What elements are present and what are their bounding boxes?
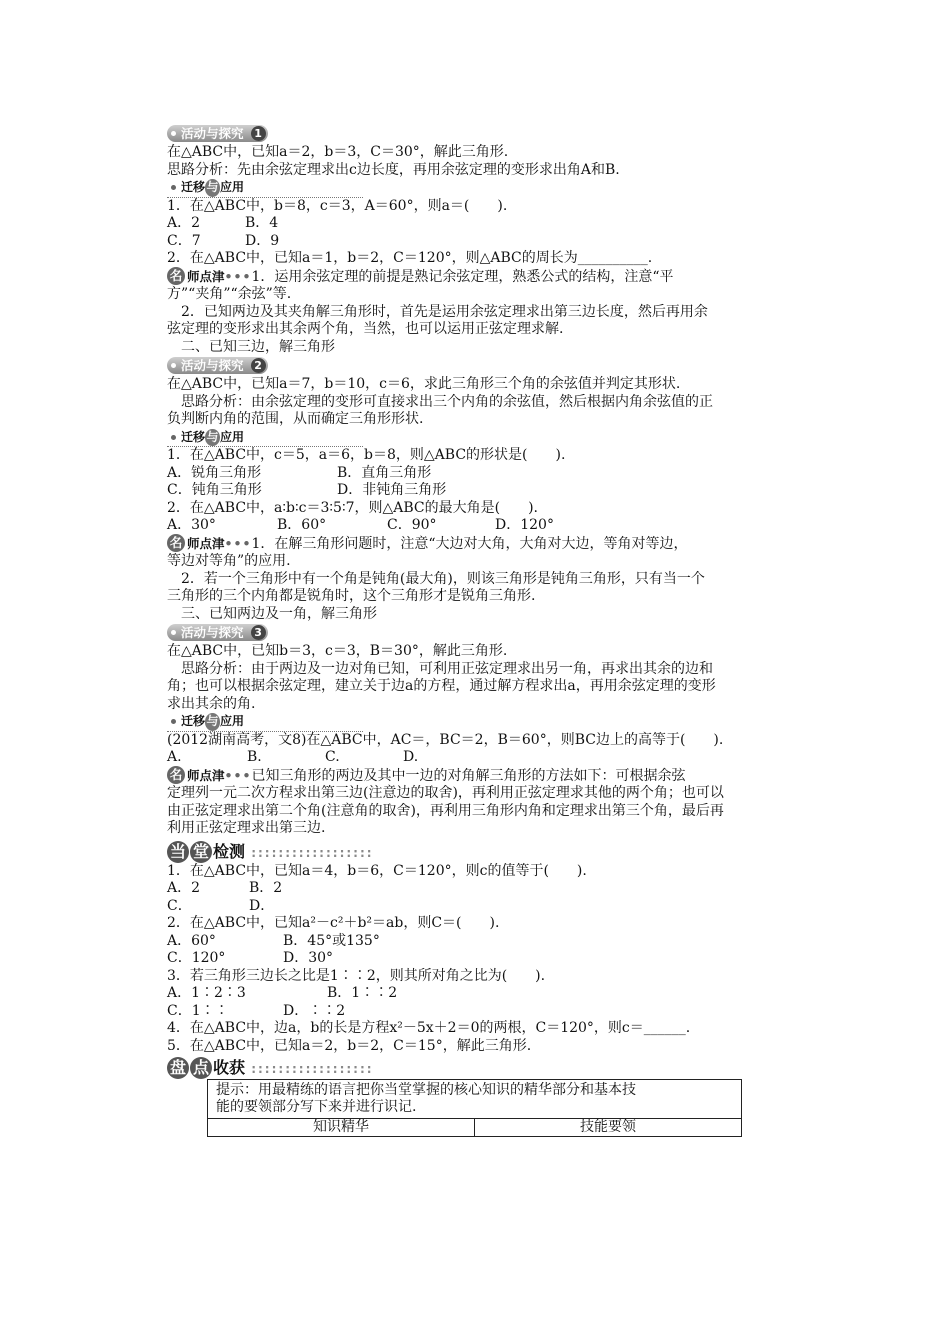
problem-text: 在△ABC中，已知a＝7，b＝10，c＝6，求此三角形三个角的余弦值并判定其形状. <box>167 376 681 392</box>
problem-text: 在△ABC中，已知b＝3，c＝3，B＝30°，解此三角形. <box>167 643 508 659</box>
summary-table: 提示：用最精练的语言把你当堂掌握的核心知识的精华部分和基本技 能的要领部分写下来并进行识记. 知识精华 技能要领 <box>207 1079 742 1137</box>
question: 1．在△ABC中，已知a＝4，b＝6，C＝120°，则c的值等于( ). <box>167 862 587 879</box>
analysis-text: 思路分析：先由余弦定理求出c边长度，再用余弦定理的变形求出角A和B. <box>167 161 620 178</box>
qianyi-header: 迁移与 应用 <box>167 179 823 198</box>
mingshi-label: 名 师点津••• <box>167 268 251 286</box>
options: A．2 B．4 <box>167 215 279 231</box>
summary-header: 盘 点 收获 :::::::::::::::::: <box>167 1057 823 1079</box>
question: (2012湖南高考，文8)在△ABC中，AC＝，BC＝2，B＝60°，则BC边上的高等于( ). <box>167 731 724 748</box>
options: C．7 D．9 <box>167 232 280 249</box>
bullet-icon <box>171 630 176 635</box>
activity-header-2: 活动与探究 2 <box>167 357 823 375</box>
question: 5．在△ABC中，已知a＝2，b＝2，C＝15°，解此三角形. <box>167 1037 532 1054</box>
bullet-icon <box>171 185 176 190</box>
document-body: 活动与探究 1 在△ABC中，已知a＝2，b＝3，C＝30°，解此三角形. 思路分析：先由余弦定理求出c边长度，再用余弦定理的变形求出角A和B. 迁移与 应用 1．在△ABC中，b＝8，c＝3，A＝60°，则a＝( ). A．2 B．4 C．7 D．9 2．在△ABC中，已知a＝1，b＝2，C＝120°，则△ABC的周长为__________. 名 师点津•••1．运用余弦定理的前提是熟记余弦定理，熟悉公式的结构，注意“平 方”“夹角”“余弦”等. 2．已知两边及其夹角解三角形时，首先是运用余弦定理求出第三边长度，然后再用余 弦定理的变形求出其余两个角，当然，也可以运用正弦定理求解. 二、已知三边，解三角形 活动与探究 2 在△ABC中，已知a＝7，b＝10，c＝6，求此三角形三个角的余弦值并判定其形状. 思路分析：由余弦定理的变形可直接求出三个内角的余弦值，然后根据内角余弦值的正 负判断内角的范围，从而确定三角形形状. 迁移与 应用 1．在△ABC中，c＝5，a＝6，b＝8，则△ABC的形状是( ). A．锐角三角形 B．直角三角形 C．钝角三角形 D．非钝角三角形 2．在△ABC中，a∶b∶c＝3∶5∶7，则△ABC的最大角是( ). A．30° B．60° C．90° D．120° 名 师点津•••1．在解三角形问题时，注意“大边对大角，大角对大边，等角对等边， 等边对等角”的应用. 2．若一个三角形中有一个角是钝角(最大角)，则该三角形是钝角三角形，只有当一个 三角形的三个内角都是锐角时，这个三角形才是锐角三角形. 三、已知两边及一角，解三角形 活动与探究 3 在△ABC中，已知b＝3，c＝3，B＝30°，解此三角形. 思路分析：由于两边及一边对角已知，可利用正弦定理求出另一角，再求出其余的边和 角；也可以根据余弦定理，建立关于边a的方程，通过解方程求出a，再用余弦定理的变形 求出其余的角. 迁移与 应用 (2012湖南高考，文8)在△ABC中，AC＝，BC＝2，B＝60°，则BC边上的高等于( ). A. B. C. D. 名 师点津•••已知三角形的两边及其中一边的对角解三角形的方法如下：可根据余弦 定理列一元二次方程求出第三边(注意边的取舍)，再利用正弦定理求其他的两个角；也可以 由正弦定理求出第二个角(注意角的取舍)，再利用三角形内角和定理求出第三个角，最后再 利用正弦定理求出第三边. 当 堂 检测 :::::::::::::::::: 1．在△ABC中，已知a＝4，b＝6，C＝120°，则c的值等于( ). A．2 B．2 C． D． 2．在△ABC中，已知a²－c²＋b²＝ab，则C＝( ). A．60° B．45°或135° C．120° D．30° 3．若三角形三边长之比是1∶∶2，则其所对角之比为( ). A．1∶2∶3 B．1∶∶2 C．1∶∶ D．∶∶2 4．在△ABC中，边a，b的长是方程x²－5x＋2＝0的两根，C＝120°，则c＝______. 5．在△ABC中，已知a＝2，b＝2，C＝15°，解此三角形. 盘 点 收获 :::::::::::::::::: 提示：用最精练的语言把你当堂掌握的核心知识的精华部分和基本技 能的要领部分写下来并进行识记. 知识精华 技能要领 <box>167 124 823 1137</box>
question: 3．若三角形三边长之比是1∶∶2，则其所对角之比为( ). <box>167 967 546 984</box>
question: 4．在△ABC中，边a，b的长是方程x²－5x＋2＝0的两根，C＝120°，则c＝______. <box>167 1020 691 1036</box>
col-knowledge: 知识精华 <box>208 1119 475 1137</box>
problem-text: 在△ABC中，已知a＝2，b＝3，C＝30°，解此三角形. <box>167 144 509 160</box>
qianyi-header: 迁移与 应用 <box>167 429 823 448</box>
activity-header-1: 活动与探究 1 <box>167 125 823 143</box>
activity-header-3: 活动与探究 3 <box>167 624 823 642</box>
question: 2．在△ABC中，a∶b∶c＝3∶5∶7，则△ABC的最大角是( ). <box>167 499 538 516</box>
bullet-icon <box>171 363 176 368</box>
question: 2．在△ABC中，已知a＝1，b＝2，C＝120°，则△ABC的周长为__________. <box>167 250 653 266</box>
section-heading: 三、已知两边及一角，解三角形 <box>181 605 377 622</box>
teacher-note: 名 师点津•••已知三角形的两边及其中一边的对角解三角形的方法如下：可根据余弦 <box>167 767 823 786</box>
question: 2．在△ABC中，已知a²－c²＋b²＝ab，则C＝( ). <box>167 915 500 931</box>
col-skills: 技能要领 <box>475 1119 742 1137</box>
bullet-icon <box>171 131 176 136</box>
bullet-icon <box>171 435 176 440</box>
test-header: 当 堂 检测 :::::::::::::::::: <box>167 841 823 863</box>
bullet-icon <box>171 719 176 724</box>
question: 1．在△ABC中，b＝8，c＝3，A＝60°，则a＝( ). <box>167 197 508 214</box>
question: 1．在△ABC中，c＝5，a＝6，b＝8，则△ABC的形状是( ). <box>167 447 566 463</box>
qianyi-header: 迁移与 应用 <box>167 713 823 732</box>
teacher-note: 名 师点津•••1．运用余弦定理的前提是熟记余弦定理，熟悉公式的结构，注意“平 <box>167 268 823 287</box>
teacher-note: 名 师点津•••1．在解三角形问题时，注意“大边对大角，大角对大边，等角对等边， <box>167 535 823 554</box>
section-heading: 二、已知三边，解三角形 <box>181 338 335 355</box>
